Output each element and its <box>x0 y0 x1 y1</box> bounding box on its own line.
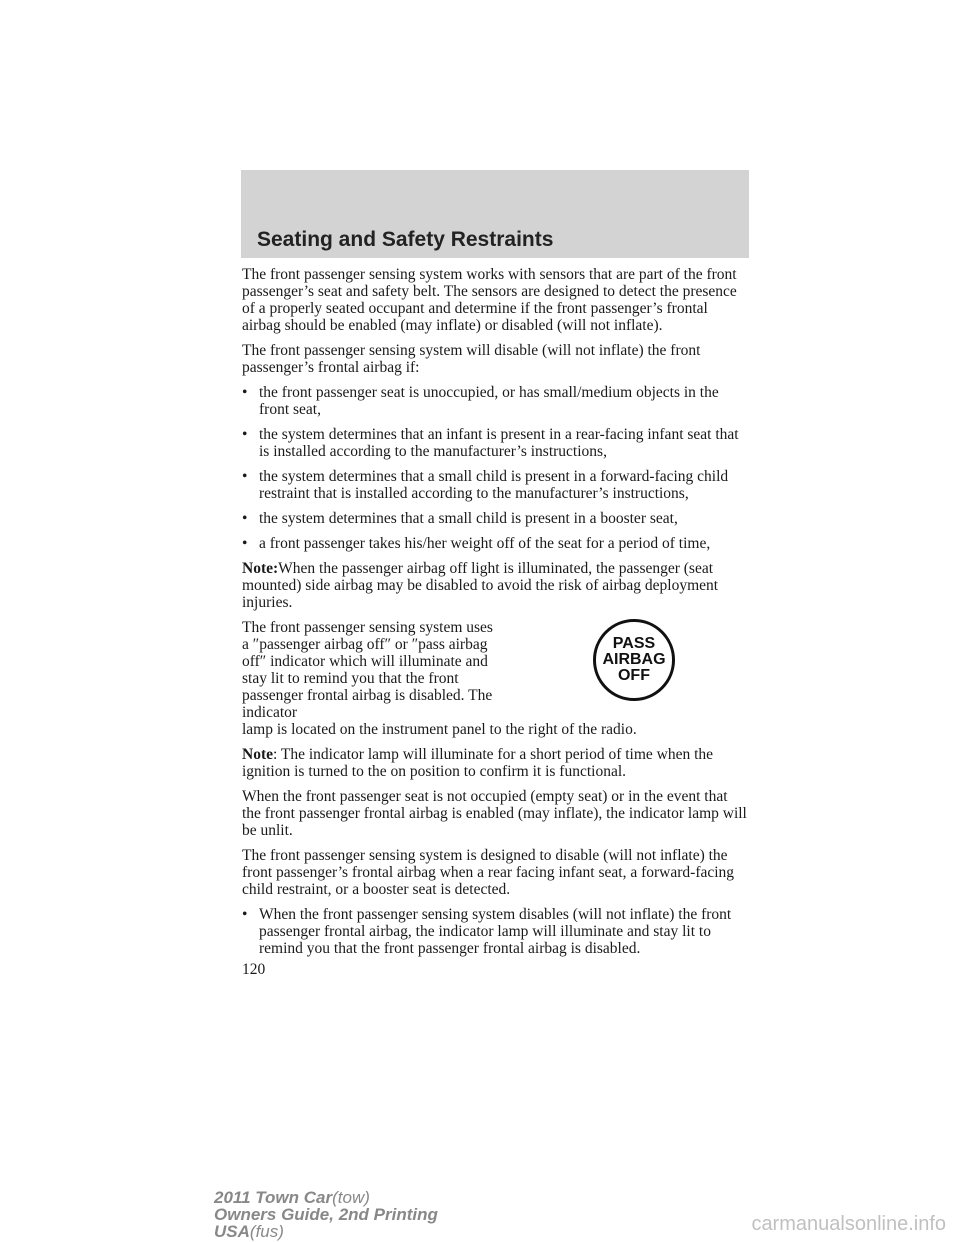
bullet-item <box>242 510 748 527</box>
bullet-text: the system determines that a small child is present in a forward-facing child restraint that is installed according to the manufacturer’s instructions, <box>259 468 729 502</box>
bullet-icon: • <box>242 468 248 485</box>
bullet-text: the system determines that an infant is present in a rear-facing infant seat that is installed according to the manufacturer’s instructions, <box>259 426 739 460</box>
indicator-line: PASS <box>612 635 656 652</box>
bullet-icon: • <box>242 535 248 552</box>
bullet-icon: • <box>242 384 248 401</box>
paragraph: When the front passenger seat is not occupied (empty seat) or in the event that the front passenger frontal airbag is enabled (may inflate), the indicator lamp will be unlit. <box>242 788 747 839</box>
bullet-item <box>242 535 748 552</box>
bullet-text: a front passenger takes his/her weight off of the seat for a period of time, <box>259 535 711 552</box>
paragraph: The front passenger sensing system is designed to disable (will not inflate) the front passenger’s frontal airbag when a rear facing infant seat, a forward-facing child restraint, or a booster seat is detected. <box>242 847 735 898</box>
bullet-icon: • <box>242 426 248 443</box>
pass-airbag-off-icon <box>593 619 675 701</box>
page-body <box>242 266 748 965</box>
bullet-icon: • <box>242 906 248 923</box>
bullet-text: When the front passenger sensing system disables (will not inflate) the front passenger frontal airbag, the indicator lamp will illuminate and stay lit to remind you that the front passenger frontal airbag is disabled. <box>259 906 732 957</box>
indicator-line: OFF <box>617 667 650 684</box>
page-number: 120 <box>242 961 266 978</box>
note-text: : The indicator lamp will illuminate for a short period of time when the ignition is turned to the on position to confirm it is functional. <box>242 746 714 780</box>
footer-guide: Owners Guide, 2nd Printing <box>214 1205 438 1224</box>
footer-market: USA <box>214 1222 250 1241</box>
bullet-text: the system determines that a small child is present in a booster seat, <box>259 510 678 527</box>
footer-model: 2011 Town Car <box>214 1188 333 1207</box>
indicator-paragraph <box>242 619 748 738</box>
watermark: carmanualsonline.info <box>751 1213 946 1235</box>
section-header <box>241 170 749 258</box>
footer-model-code: (tow) <box>332 1188 370 1207</box>
bullet-item <box>242 906 748 957</box>
paragraph: The front passenger sensing system works with sensors that are part of the front passenger’s seat and safety belt. The sensors are designed to detect the presence of a properly seated occupant and determine if the front passenger’s frontal airbag should be enabled (may inflate) or disabled (will not inflate). <box>242 266 737 334</box>
indicator-line: AIRBAG <box>602 651 666 668</box>
bullet-item <box>242 384 748 418</box>
bullet-item <box>242 468 748 502</box>
paragraph-wrapped-text: The front passenger sensing system uses a ″passenger airbag off″ or ″pass airbag off″ indicator which will illuminate and stay lit to remind you that the front passenger frontal airbag is disabled. The indicator <box>242 619 493 721</box>
note-label: Note: <box>242 560 279 577</box>
footer-market-code: (fus) <box>249 1222 284 1241</box>
note-label: Note <box>242 746 273 763</box>
footer <box>214 1189 438 1240</box>
note-text: When the passenger airbag off light is illuminated, the passenger (seat mounted) side airbag may be disabled to avoid the risk of airbag deployment injuries. <box>242 560 719 611</box>
bullet-item <box>242 426 748 460</box>
section-title: Seating and Safety Restraints <box>257 228 554 251</box>
bullet-icon: • <box>242 510 248 527</box>
paragraph: The front passenger sensing system will disable (will not inflate) the front passenger’s frontal airbag if: <box>242 342 701 376</box>
paragraph-continuation: lamp is located on the instrument panel to the right of the radio. <box>242 721 637 738</box>
bullet-text: the front passenger seat is unoccupied, or has small/medium objects in the front seat, <box>259 384 719 418</box>
note-paragraph <box>242 560 748 611</box>
note-paragraph <box>242 746 748 780</box>
